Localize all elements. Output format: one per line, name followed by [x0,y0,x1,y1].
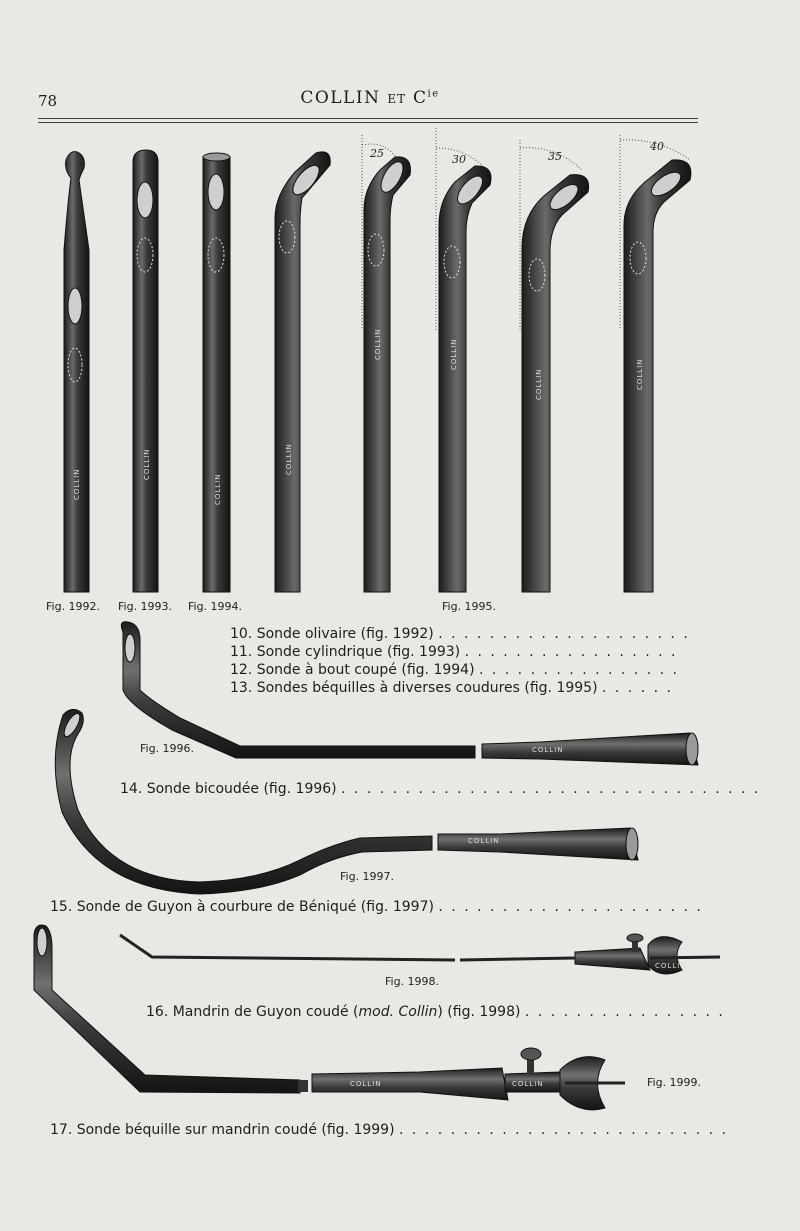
svg-text:COLLIN: COLLIN [655,962,687,970]
fig-1994-label: Fig. 1994. [188,600,243,613]
svg-text:COLLIN: COLLIN [512,1080,544,1088]
item-13: 13. Sondes béquilles à diverses coudures (fig. 1995) . . . . . . [230,680,673,696]
svg-text:30: 30 [452,153,466,166]
svg-text:COLLIN: COLLIN [468,837,500,845]
item-14: 14. Sonde bicoudée (fig. 1996) . . . . . . . . . . . . . . . . . . . . . . . . . . . . . . . . . [120,781,761,797]
svg-text:COLLIN: COLLIN [285,443,293,475]
fig-1992-label: Fig. 1992. [46,600,101,613]
svg-text:COLLIN: COLLIN [636,358,644,390]
fig-1995-label: Fig. 1995. [442,600,497,613]
fig-1998-guyon-mandrel [120,934,720,974]
item-10: 10. Sonde olivaire (fig. 1992) . . . . . . . . . . . . . . . . . . . . [230,626,690,642]
fig-1993-cylindrical-sound [133,150,158,592]
page-header-title: COLLIN ET $C^{ie}$ [300,88,440,108]
fig-1994-cut-end-sound [203,153,230,592]
fig-1995-bent-sound-1 [275,152,330,592]
item-16: 16. Mandrin de Guyon coudé (mod. Collin) (fig. 1998) . . . . . . . . . . . . . . . . [146,1004,725,1020]
fig-1997-guyon-beniqué-sound [55,709,638,894]
svg-text:COLLIN: COLLIN [350,1080,382,1088]
svg-text:COLLIN: COLLIN [450,338,458,370]
fig-1995-bent-sound-5 [624,160,691,592]
svg-text:COLLIN: COLLIN [143,448,151,480]
page-number: 78 [38,92,58,110]
fig-1995-bent-sound-2 [364,157,410,592]
svg-text:COLLIN: COLLIN [374,328,382,360]
svg-text:COLLIN: COLLIN [535,368,543,400]
svg-text:COLLIN: COLLIN [532,746,564,754]
item-11: 11. Sonde cylindrique (fig. 1993) . . . . . . . . . . . . . . . . . [230,644,678,660]
svg-text:COLLIN: COLLIN [73,468,81,500]
svg-text:COLLIN: COLLIN [214,473,222,505]
fig-1996-label: Fig. 1996. [140,742,195,755]
svg-text:40: 40 [650,140,664,153]
svg-text:35: 35 [548,150,562,163]
item-15: 15. Sonde de Guyon à courbure de Béniqué (fig. 1997) . . . . . . . . . . . . . . . . . . . . . [50,899,703,915]
item-12: 12. Sonde à bout coupé (fig. 1994) . . . . . . . . . . . . . . . . [230,662,679,678]
fig-1992-olive-sound [64,152,89,592]
fig-1997-label: Fig. 1997. [340,870,395,883]
item-17: 17. Sonde béquille sur mandrin coudé (fig. 1999) . . . . . . . . . . . . . . . . . . . . . . . . . . [50,1122,728,1138]
fig-1999-label: Fig. 1999. [647,1076,702,1089]
fig-1993-label: Fig. 1993. [118,600,173,613]
svg-text:25: 25 [370,147,384,160]
fig-1995-bent-sound-3 [439,166,491,592]
fig-1995-bent-sound-4 [522,175,589,592]
fig-1998-label: Fig. 1998. [385,975,440,988]
